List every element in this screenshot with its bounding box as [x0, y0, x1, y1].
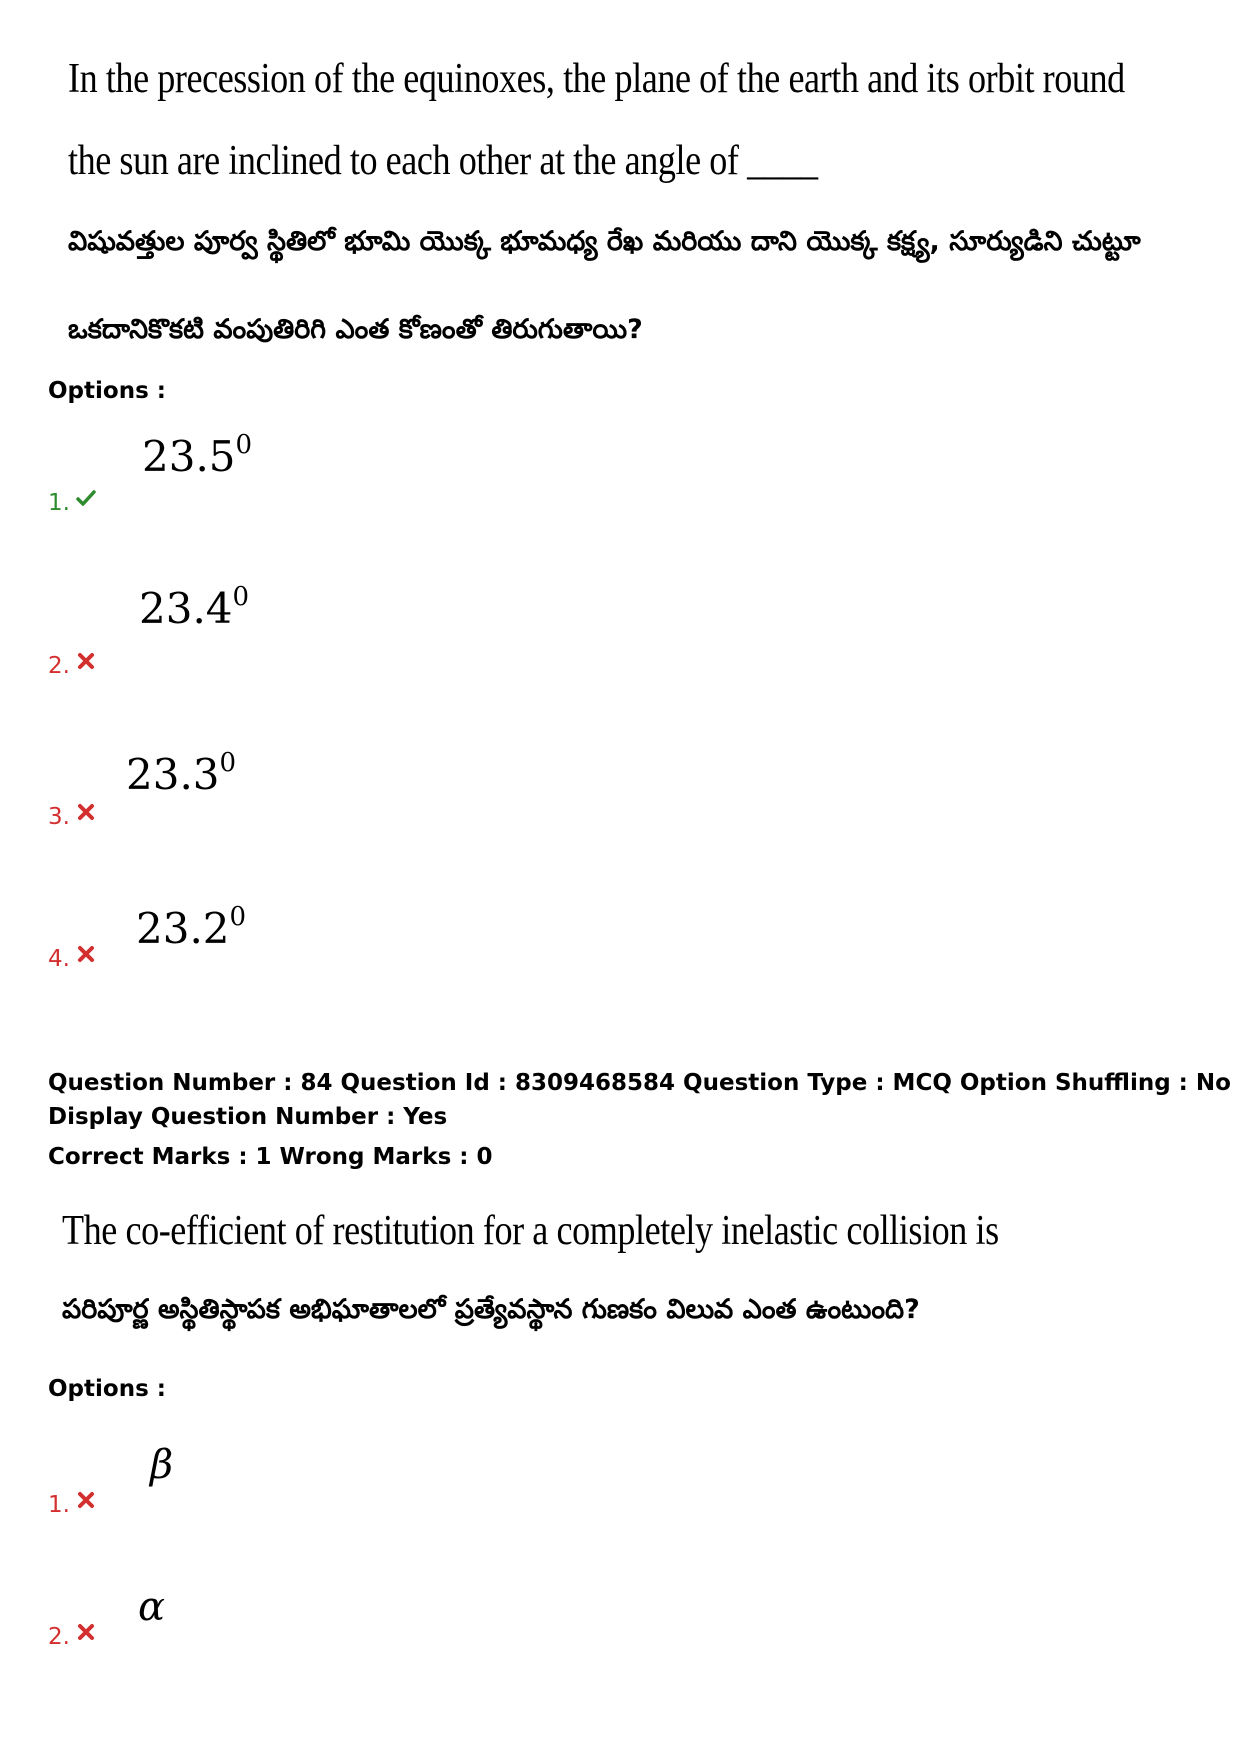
cross-icon [76, 802, 96, 822]
question-text-te-line1: పరిపూర్ణ అస్థితిస్థాపక అభిఘాతాలలో ప్రత్యేవస్థాన గుణకం విలువ ఎంత ఉంటుంది? [62, 1294, 920, 1325]
question-meta-line2: Display Question Number : Yes [48, 1104, 448, 1130]
cross-icon [76, 1622, 96, 1642]
option-number: 1. [48, 488, 96, 516]
question-text-en-line2: the sun are inclined to each other at the angle of ____ [68, 138, 818, 184]
option-number: 3. [48, 802, 96, 830]
check-icon [76, 488, 96, 508]
option-value: 23.3$^0$ [126, 748, 237, 799]
option-value: 23.4$^0$ [139, 582, 250, 633]
question-meta-marks: Correct Marks : 1 Wrong Marks : 0 [48, 1144, 493, 1170]
option-number: 4. [48, 944, 96, 972]
cross-icon [76, 1490, 96, 1510]
option-value: β [150, 1442, 174, 1488]
options-label: Options : [48, 378, 166, 404]
option-number: 2. [48, 651, 96, 679]
question-text-en-line1: In the precession of the equinoxes, the plane of the earth and its orbit round [68, 56, 1125, 102]
question-text-te-line1: విషువత్తుల పూర్వ స్థితిలో భూమి యొక్క భూమధ్య రేఖ మరియు దాని యొక్క కక్ష్య, సూర్యుడిని చుట్టూ [68, 226, 1141, 257]
options-label: Options : [48, 1376, 166, 1402]
cross-icon [76, 651, 96, 671]
option-value: 23.2$^0$ [136, 902, 247, 953]
question-text-en-line1: The co-efficient of restitution for a completely inelastic collision is [62, 1208, 999, 1254]
option-value: 23.5$^0$ [142, 430, 253, 481]
question-text-te-line2: ఒకదానికొకటి వంపుతిరిగి ఎంత కోణంతో తిరుగుతాయి? [68, 314, 643, 345]
option-number: 2. [48, 1622, 96, 1650]
question-meta-line1: Question Number : 84 Question Id : 8309468584 Question Type : MCQ Option Shuffling : No [48, 1070, 1231, 1096]
option-value: α [138, 1584, 166, 1630]
option-number: 1. [48, 1490, 96, 1518]
cross-icon [76, 944, 96, 964]
